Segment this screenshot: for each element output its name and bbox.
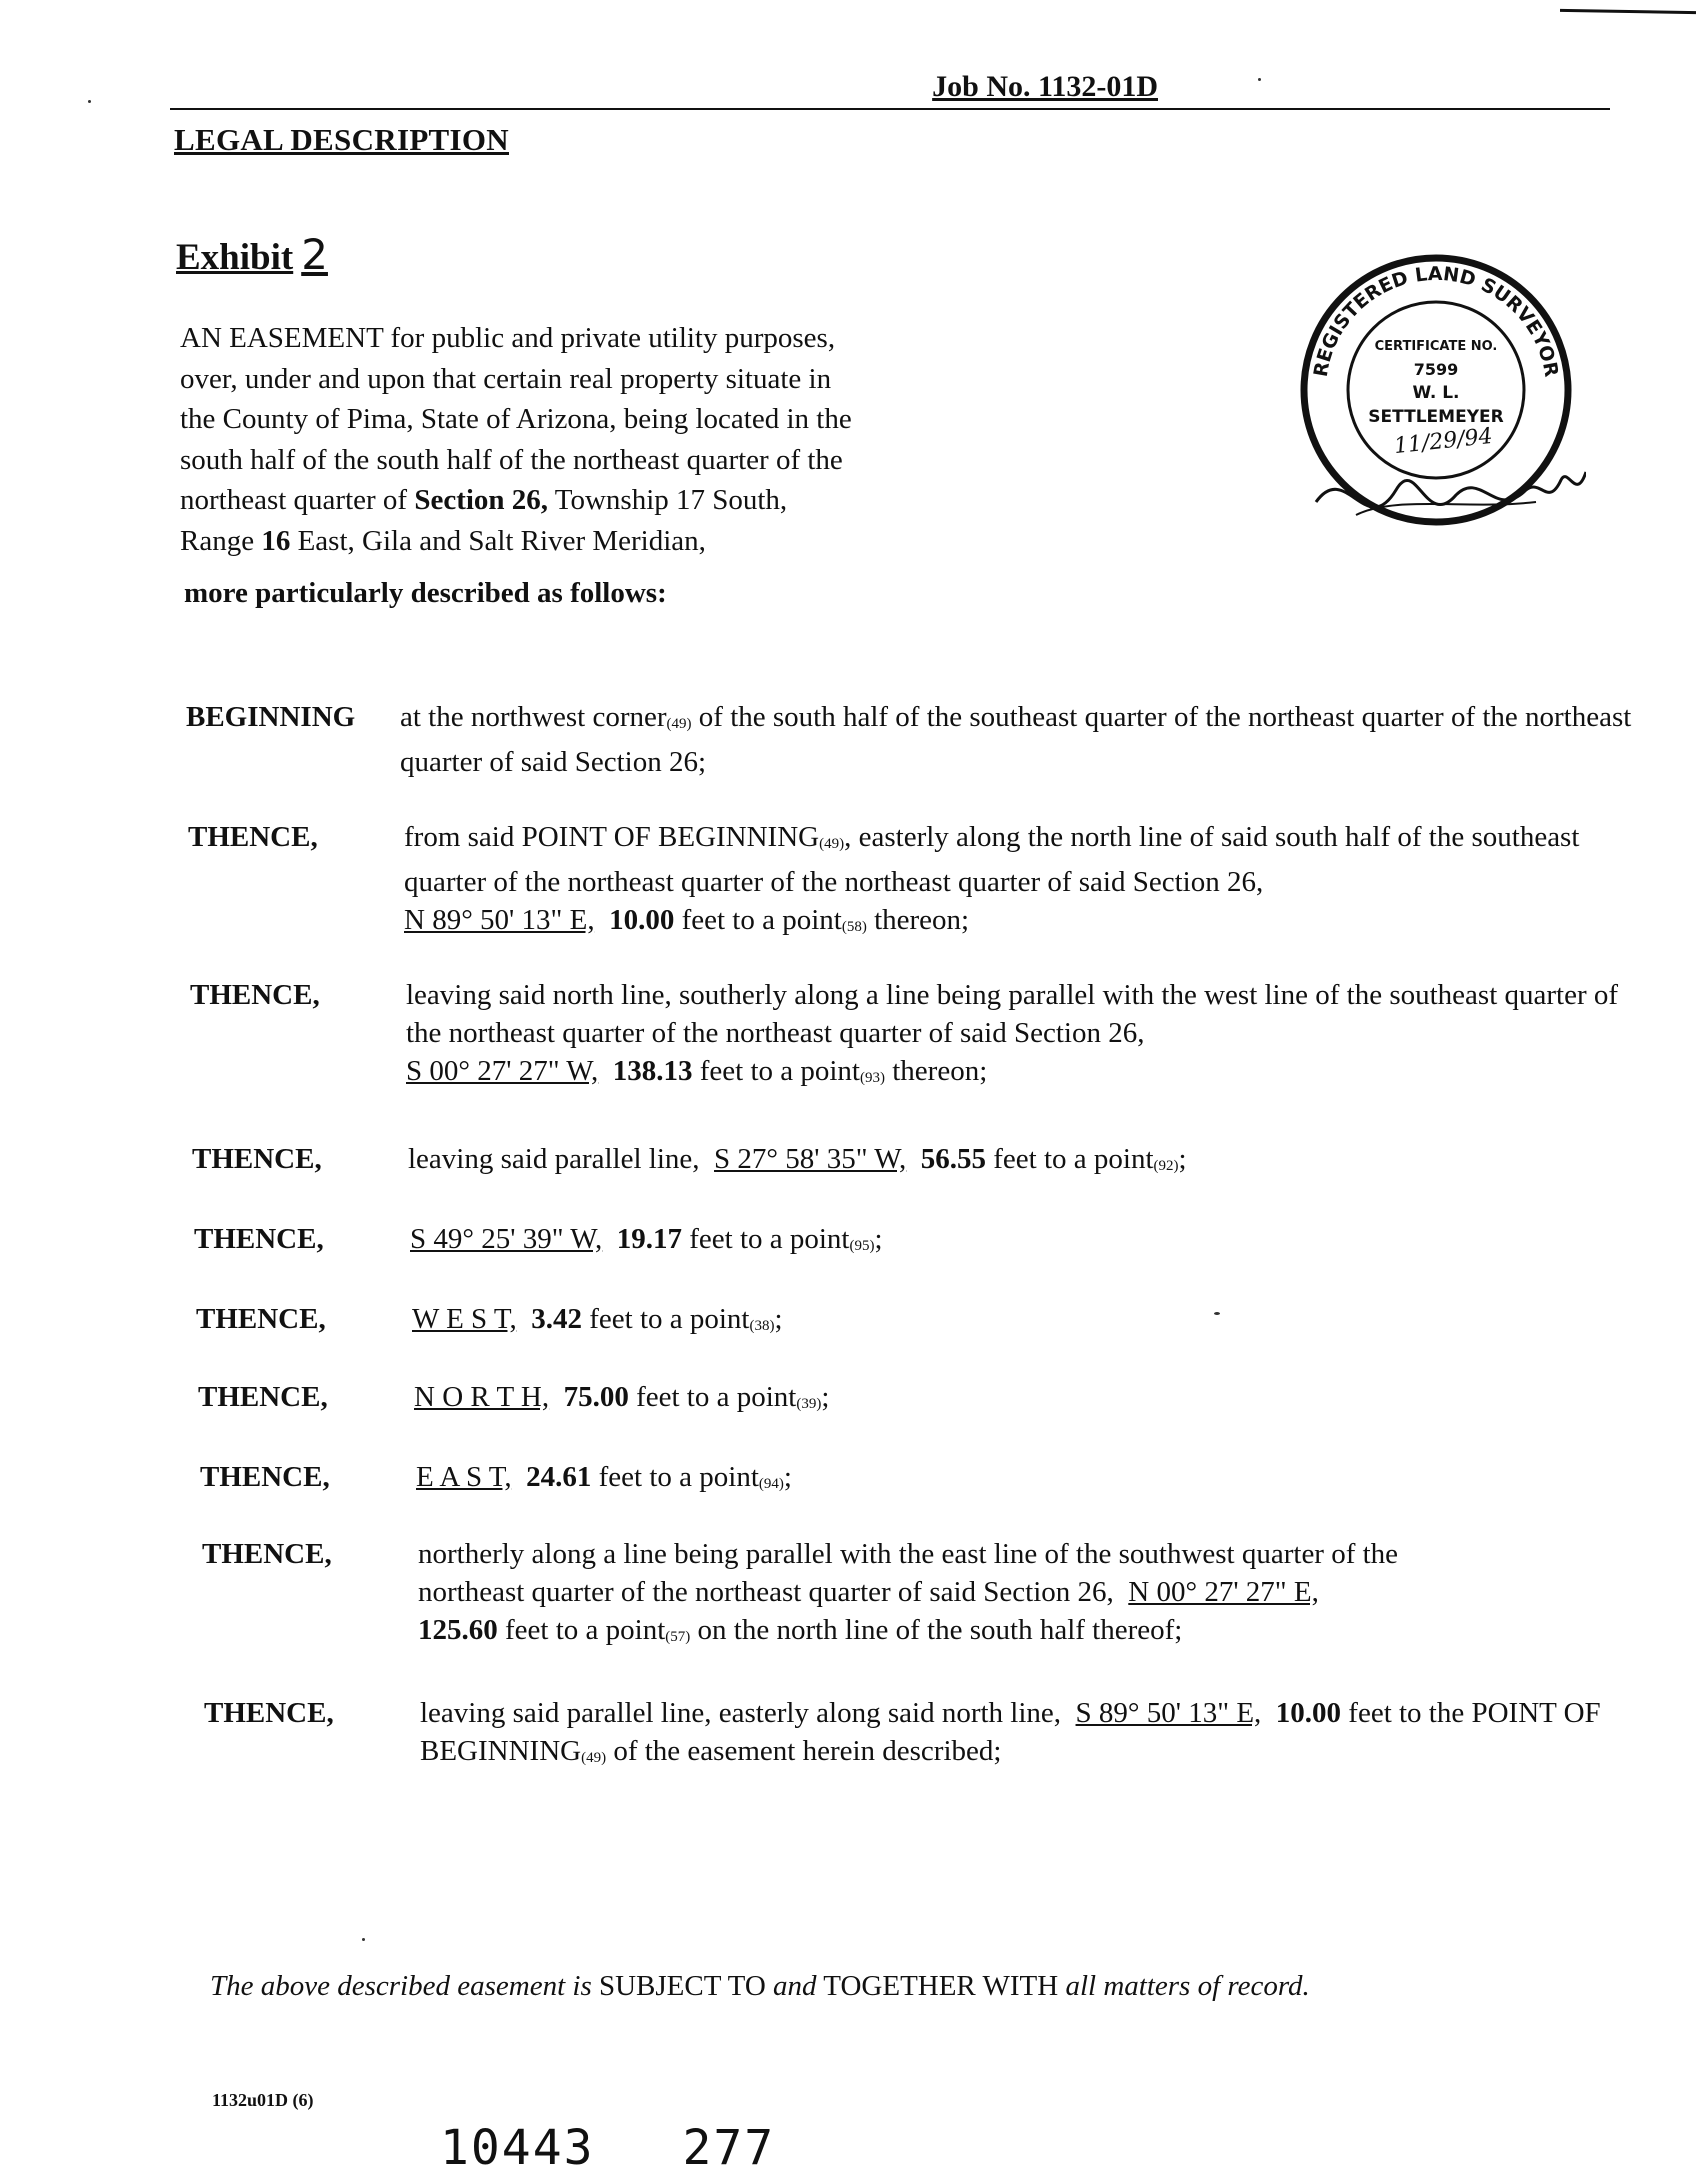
recording-stamp [440,2120,775,2176]
point-marker: (92) [1153,1158,1179,1174]
step-text: S 49° 25' 39" W, 19.17 feet to a point(95); [410,1223,883,1255]
step-text: from said POINT OF BEGINNING(49), easterly along the north line of said south half of the southeast quarter of the northeast quarter of the northeast quarter of said Section 26, N 89° 50' 13" E, 10.00 feet to a point(58) thereon; [404,821,1580,936]
point-marker: (57) [665,1629,691,1645]
intro-line: AN EASEMENT for public and private utility purposes, [180,322,836,354]
bearing: S 00° 27' 27" W, [406,1055,599,1087]
step-keyword: THENCE, [194,1223,324,1255]
scan-speck [362,1938,365,1941]
bearing: N 89° 50' 13" E, [404,904,595,936]
intro-line: northeast quarter of Section 26, Township 17 South, [180,484,788,516]
distance: 56.55 [920,1143,986,1175]
point-marker: (94) [758,1476,784,1492]
seal-ring-text: REGISTERED LAND SURVEYOR [1309,262,1563,379]
step-keyword: THENCE, [204,1697,334,1729]
scan-speck [1258,78,1261,81]
exhibit-number: 2 [301,230,328,279]
step-text: leaving said parallel line, S 27° 58' 35" W, 56.55 feet to a point(92); [408,1143,1187,1175]
intro-line: the County of Pima, State of Arizona, being located in the [180,403,852,435]
range-ref: 16 [261,524,291,557]
step-text: E A S T, 24.61 feet to a point(94); [416,1461,792,1493]
distance: 75.00 [563,1381,629,1413]
seal-number: 7599 [1413,360,1459,379]
step-keyword: THENCE, [196,1303,326,1335]
step-keyword: THENCE, [200,1461,330,1493]
bearing: W E S T, [412,1303,517,1335]
point-marker: (39) [796,1396,822,1412]
step-keyword: THENCE, [202,1538,332,1570]
seal-certificate-label: CERTIFICATE NO. [1374,339,1498,354]
scan-edge-mark [1560,9,1696,14]
intro-lead-in: more particularly described as follows: [184,577,667,609]
scan-speck [88,100,91,103]
document-title: LEGAL DESCRIPTION [174,122,509,157]
point-marker: (93) [860,1070,885,1086]
distance: 19.17 [616,1223,682,1255]
step-text: W E S T, 3.42 feet to a point(38); [412,1303,783,1335]
intro-line: Range 16 East, Gila and Salt River Meridian, [180,524,706,557]
step-keyword: THENCE, [198,1381,328,1413]
bearing: N O R T H, [414,1381,550,1413]
subject-to-statement: The above described easement is SUBJECT TO and TOGETHER WITH all matters of record. [210,1970,1310,2002]
point-marker: (49) [819,836,845,852]
step-keyword: THENCE, [190,979,320,1011]
distance: 10.00 [1275,1697,1342,1729]
step-keyword: THENCE, [188,821,318,853]
step-text: leaving said parallel line, easterly along said north line, S 89° 50' 13" E, 10.00 feet to the POINT OF BEGINNING(49) of the easement herein described; [420,1697,1601,1767]
intro-paragraph [180,318,980,561]
step-text: at the northwest corner(49) of the south half of the southeast quarter of the northeast quarter of the northeast quarter of said Section 26; [400,701,1632,778]
bearing: S 89° 50' 13" E, [1075,1697,1262,1729]
bearing: N 00° 27' 27" E, [1128,1576,1319,1608]
point-marker: (38) [749,1318,775,1334]
point-marker: (95) [849,1238,875,1254]
point-marker: (49) [581,1750,607,1766]
surveyor-seal [1286,240,1586,560]
point-marker: (49) [666,716,692,732]
step-keyword: THENCE, [192,1143,322,1175]
distance: 138.13 [612,1055,693,1087]
point-marker: (58) [841,919,867,935]
intro-line: over, under and upon that certain real property situate in [180,362,832,395]
seal-initials: W. L. [1412,383,1460,403]
bearing: S 49° 25' 39" W, [410,1223,603,1255]
distance: 10.00 [609,904,675,936]
section-ref: Section 26, [414,484,549,516]
seal-name: SETTLEMEYER [1368,407,1504,427]
distance: 125.60 [418,1614,498,1646]
page-number: 277 [682,2120,776,2176]
book-number: 10443 [440,2120,595,2176]
step-keyword: BEGINNING [186,701,356,733]
distance: 24.61 [526,1461,592,1493]
step-text: N O R T H, 75.00 feet to a point(39); [414,1381,830,1413]
exhibit-heading [176,230,328,279]
bearing: S 27° 58' 35" W, [714,1143,907,1175]
job-number: Job No. 1132-01D [932,70,1158,103]
seal-date: 11/29/94 [1392,423,1494,460]
step-text: leaving said north line, southerly along a line being parallel with the west line of the southeast quarter of the northeast quarter of the northeast quarter of said Section 26, S 00° 27' 27" W, 138.13 feet to a point(93) thereon; [406,979,1619,1087]
exhibit-label: Exhibit [176,237,294,278]
file-identifier: 1132u01D (6) [212,2090,314,2110]
distance: 3.42 [531,1303,582,1335]
step-text: northerly along a line being parallel with the east line of the southwest quarter of the northeast quarter of the northeast quarter of said Section 26, N 00° 27' 27" E, 125.60 feet to a point(57) on the north line of the south half thereof; [418,1538,1399,1646]
scan-speck [1214,1312,1220,1315]
intro-line: south half of the south half of the northeast quarter of the [180,443,843,476]
header-rule [170,108,1610,110]
bearing: E A S T, [416,1461,512,1493]
